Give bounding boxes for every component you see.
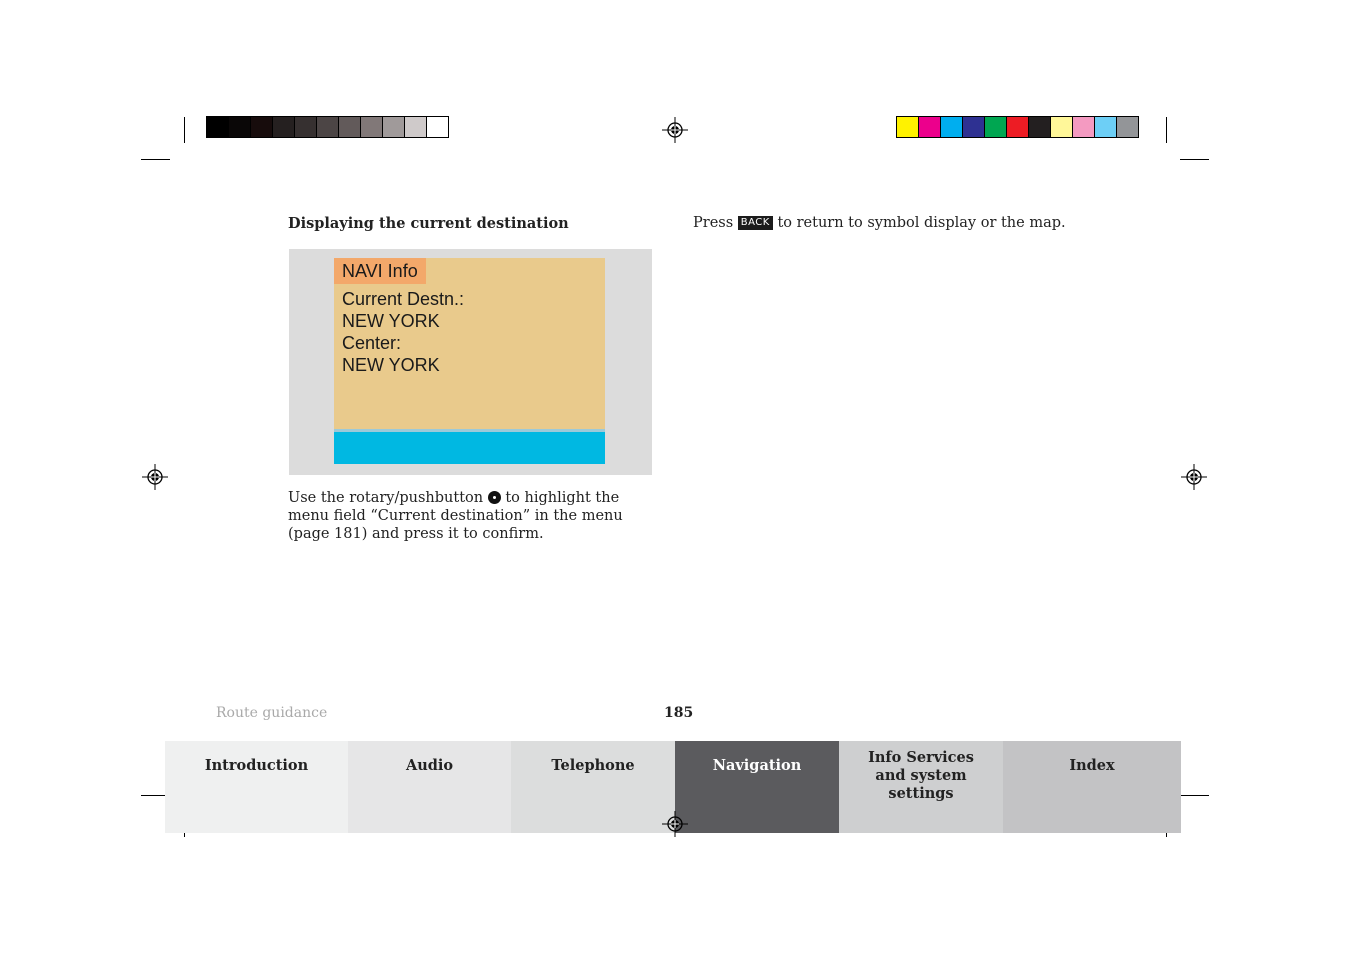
screen-line-center-label: Center: — [342, 333, 402, 353]
registration-mark-icon — [662, 811, 688, 837]
screen-lines — [342, 288, 464, 376]
navi-info-screen — [334, 258, 605, 464]
instruction-text-start: Use the rotary/pushbutton — [288, 490, 484, 506]
registration-mark-icon — [662, 117, 688, 143]
screen-title: NAVI Info — [334, 258, 426, 284]
tab-telephone[interactable]: Telephone — [511, 741, 675, 833]
back-key-icon: BACK — [738, 216, 773, 230]
tab-introduction[interactable]: Introduction — [165, 741, 348, 833]
crop-mark — [1180, 159, 1209, 160]
tab-audio[interactable]: Audio — [348, 741, 511, 833]
back-instruction-start: Press — [693, 215, 734, 231]
screen-line-current-destination-label: Current Destn.: — [342, 289, 465, 309]
back-instruction-end: to return to symbol display or the map. — [777, 215, 1066, 231]
back-instruction — [693, 215, 1066, 231]
footer-section-name: Route guidance — [216, 705, 328, 721]
instruction-paragraph — [288, 489, 658, 543]
tab-index[interactable]: Index — [1003, 741, 1181, 833]
navi-screen-figure — [289, 249, 652, 475]
process-color-bar — [896, 116, 1139, 138]
rotary-pushbutton-icon — [488, 491, 501, 504]
crop-mark — [141, 159, 170, 160]
screen-line-center-value: NEW YORK — [342, 355, 440, 375]
crop-mark — [1166, 117, 1167, 143]
registration-mark-icon — [1181, 464, 1207, 490]
screen-footer-bar — [334, 429, 605, 464]
crop-mark — [184, 117, 185, 143]
screen-line-current-destination-value: NEW YORK — [342, 311, 440, 331]
instruction-text-end: to highlight the menu field “Current destination” in the menu (page 181) and press it to confirm. — [288, 490, 623, 542]
registration-mark-icon — [142, 464, 168, 490]
tab-navigation[interactable]: Navigation — [675, 741, 839, 833]
section-heading: Displaying the current destination — [288, 215, 569, 232]
page-number: 185 — [664, 705, 694, 721]
tab-info-services[interactable]: Info Services and system settings — [839, 741, 1003, 833]
grayscale-color-bar — [206, 116, 449, 138]
crop-mark — [1180, 795, 1209, 796]
